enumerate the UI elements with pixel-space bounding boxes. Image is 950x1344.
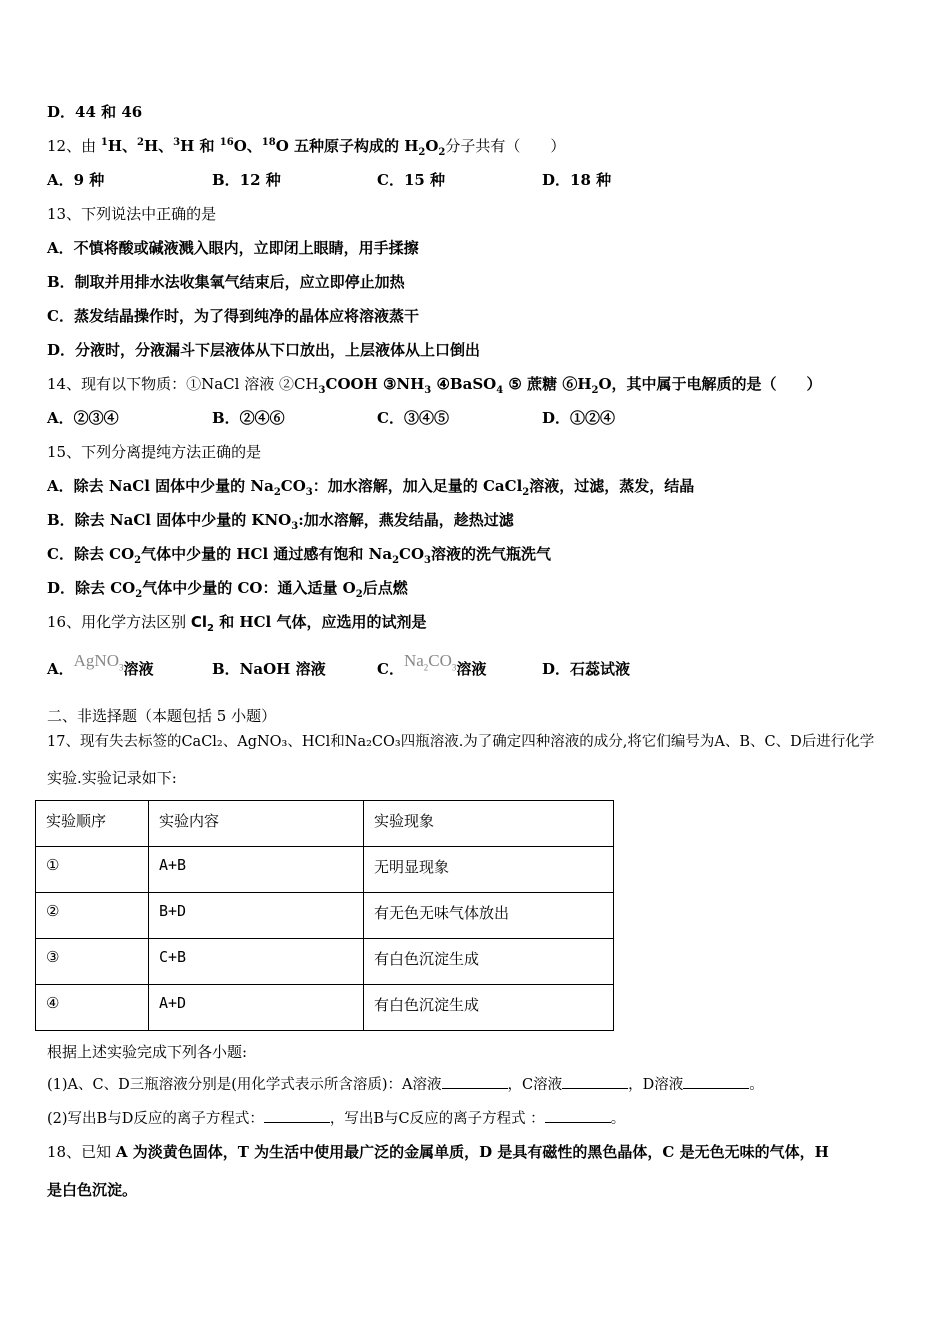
q16-option-c: C．$Na_2CO_3$溶液: [377, 651, 487, 678]
table-row: [36, 847, 614, 893]
q13-option-b: B．制取并用排水法收集氧气结束后，应立即停止加热: [47, 273, 405, 291]
q14-option-b: B．②④⑥: [212, 409, 285, 427]
table-row: [36, 939, 614, 985]
q14-stem: 14、现有以下物质：①NaCl 溶液 $②CH_3COOH$ $③NH_3$ ④BaSO$_4$ ⑤ 蔗糖 $⑥H_2O$，其中属于电解质的是（ ）: [47, 375, 822, 396]
q12-option-b: B．12 种: [212, 171, 281, 189]
answer-blank[interactable]: [442, 1074, 508, 1089]
na2co3-formula: $Na_2CO_3$: [403, 651, 457, 673]
experiment-table: [35, 800, 614, 1031]
q18-stem-line2: 是白色沉淀。: [47, 1181, 138, 1199]
q14-option-a: A．②③④: [47, 409, 119, 427]
agno3-formula: AgNO$_3$: [73, 651, 124, 673]
q12-stem: 12、由 $^1$H、$^2$H、$^3$H 和 $^{16}$O、$^{18}$O 五种原子构成的 $H_2O_2$分子共有（ ）: [47, 137, 566, 158]
table-cell: ④: [36, 985, 149, 1031]
q14-option-d: D．①②④: [542, 409, 616, 427]
table-cell: 有白色沉淀生成: [364, 985, 614, 1031]
q15-option-a: A．除去 NaCl 固体中少量的 $Na_2CO_3$：加水溶解，加入足量的 CaCl$_2$溶液，过滤，蒸发，结晶: [47, 477, 695, 498]
q13-option-d: D．分液时，分液漏斗下层液体从下口放出，上层液体从上口倒出: [47, 341, 481, 359]
answer-blank[interactable]: [683, 1074, 749, 1089]
q16-option-a: A．AgNO$_3$溶液: [47, 651, 154, 678]
answer-blank[interactable]: [264, 1108, 330, 1123]
q14-option-c: C．③④⑤: [377, 409, 449, 427]
q15-stem: 15、下列分离提纯方法正确的是: [47, 443, 262, 461]
q17-stem-line2: 实验.实验记录如下:: [47, 769, 177, 787]
answer-blank[interactable]: [545, 1108, 611, 1123]
q12-option-a: A．9 种: [47, 171, 105, 189]
table-cell: 有白色沉淀生成: [364, 939, 614, 985]
q17-after-table: 根据上述实验完成下列各小题:: [47, 1043, 248, 1061]
q16-option-b: B．NaOH 溶液: [212, 660, 326, 678]
table-cell: C+B: [149, 939, 364, 985]
q18-stem-line1: 18、已知 A 为淡黄色固体，T 为生活中使用最广泛的金属单质，D 是具有磁性的黑色晶体，C 是无色无味的气体，H: [47, 1143, 829, 1161]
table-cell: A+B: [149, 847, 364, 893]
table-row: [36, 893, 614, 939]
q15-option-b: B．除去 NaCl 固体中少量的 $KNO_3$:加水溶解，燕发结晶，趁热过滤: [47, 511, 514, 532]
table-row: [36, 985, 614, 1031]
q17-sub2: (2)写出B与D反应的离子方程式： ，写出B与C反应的离子方程式 ： 。: [47, 1108, 625, 1129]
table-cell: A+D: [149, 985, 364, 1031]
q17-stem-line1: 17、现有失去标签的CaCl₂、AgNO₃、HCl和Na₂CO₃四瓶溶液.为了确定四种溶液的成分,将它们编号为A、B、C、D后进行化学: [47, 734, 875, 750]
q12-option-c: C．15 种: [377, 171, 446, 189]
table-cell: B+D: [149, 893, 364, 939]
q12-option-d: D．18 种: [542, 171, 612, 189]
table-cell: ③: [36, 939, 149, 985]
section-heading: 二、非选择题（本题包括 5 小题）: [47, 707, 277, 725]
table-header: 实验现象: [364, 801, 614, 847]
table-cell: 无明显现象: [364, 847, 614, 893]
table-header: 实验内容: [149, 801, 364, 847]
table-cell: 有无色无味气体放出: [364, 893, 614, 939]
q13-option-a: A．不慎将酸或碱液溅入眼内，立即闭上眼睛，用手揉擦: [47, 239, 419, 257]
table-cell: ①: [36, 847, 149, 893]
q15-option-d: D．除去 $CO_2$气体中少量的 CO：通入适量 $O_2$后点燃: [47, 579, 408, 600]
q13-option-c: C．蒸发结晶操作时，为了得到纯净的晶体应将溶液蒸干: [47, 307, 419, 325]
table-cell: ②: [36, 893, 149, 939]
q16-option-d: D．石蕊试液: [542, 660, 631, 678]
table-header: 实验顺序: [36, 801, 149, 847]
q11-option-d: D．44 和 46: [47, 103, 143, 121]
q17-sub1: (1)A、C、D三瓶溶液分别是(用化学式表示所含溶质)：A溶液 ，C溶液 ，D溶液 。: [47, 1074, 764, 1095]
q16-stem: 16、用化学方法区别 $Cl_2$ 和 HCl 气体，应选用的试剂是: [47, 613, 427, 634]
q13-stem: 13、下列说法中正确的是: [47, 205, 217, 223]
answer-blank[interactable]: [562, 1074, 628, 1089]
table-header-row: [36, 801, 614, 847]
q15-option-c: C．除去 $CO_2$气体中少量的 HCl 通过感有饱和 $Na_2CO_3$溶液的洗气瓶洗气: [47, 545, 552, 566]
